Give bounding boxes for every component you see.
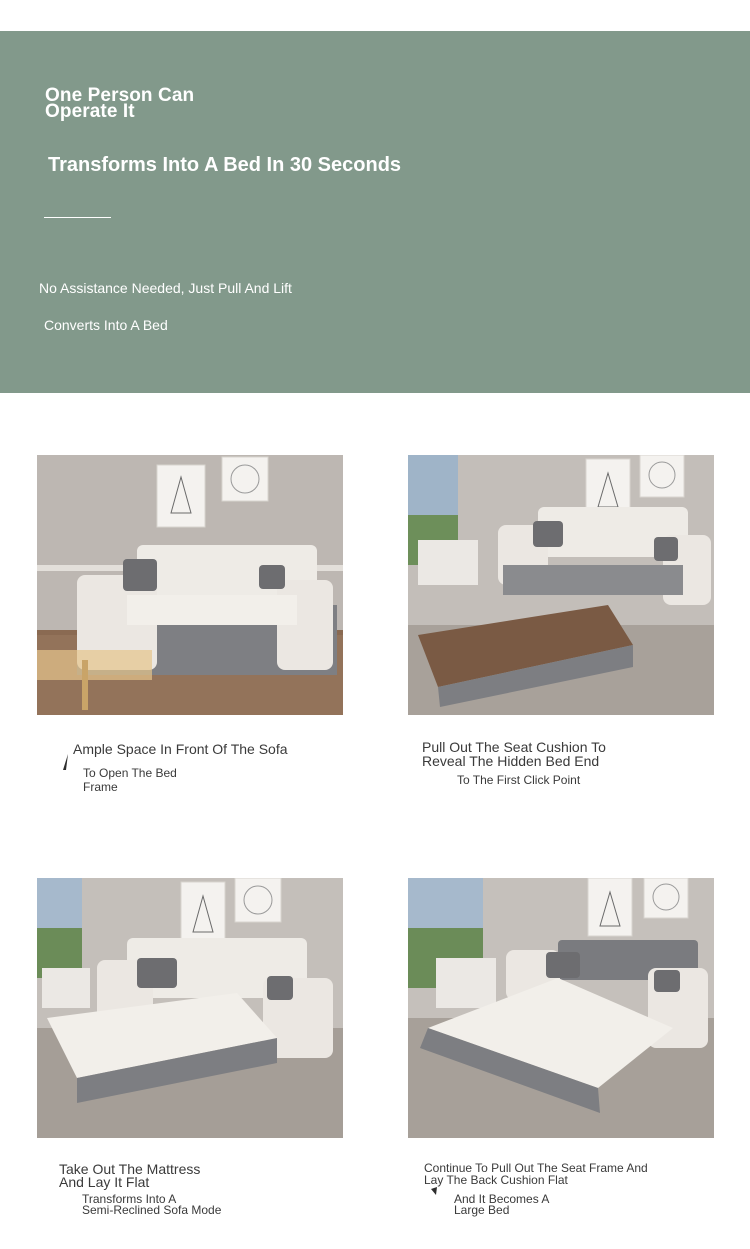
banner-note-1: No Assistance Needed, Just Pull And Lift bbox=[39, 280, 292, 296]
banner-title-line-1: One Person Can bbox=[45, 85, 195, 106]
banner-title-line-2: Operate It bbox=[45, 101, 135, 122]
step-1-detail-line-1: To Open The Bed bbox=[83, 766, 177, 780]
step-2-detail: To The First Click Point bbox=[457, 773, 581, 787]
pointer-mark-icon bbox=[63, 754, 69, 775]
step-2-title-line-2: Reveal The Hidden Bed End bbox=[422, 753, 600, 769]
sofa-photo-full-bed bbox=[408, 878, 714, 1138]
step-4-detail-line-2: Large Bed bbox=[454, 1203, 510, 1217]
step-1-detail-line-2: Frame bbox=[83, 780, 118, 794]
step-3-detail-line-2: Semi-Reclined Sofa Mode bbox=[82, 1203, 222, 1217]
sofa-photo-semi-reclined bbox=[37, 878, 343, 1138]
intro-banner bbox=[0, 31, 750, 393]
banner-divider bbox=[44, 217, 111, 218]
banner-note-2: Converts Into A Bed bbox=[44, 317, 168, 333]
step-3-title-line-1: Take Out The Mattress bbox=[59, 1161, 201, 1177]
sofa-photo-pulled bbox=[408, 455, 714, 715]
pointer-dot-icon bbox=[431, 1182, 439, 1200]
step-2-title-line-1: Pull Out The Seat Cushion To bbox=[422, 739, 606, 755]
sofa-photo-closed bbox=[37, 455, 343, 715]
banner-subtitle: Transforms Into A Bed In 30 Seconds bbox=[48, 154, 402, 176]
step-4-detail-line-1: And It Becomes A bbox=[454, 1192, 550, 1206]
step-4-title-line-2: Lay The Back Cushion Flat bbox=[424, 1173, 568, 1187]
step-1-title: Ample Space In Front Of The Sofa bbox=[73, 741, 288, 757]
step-3-detail-line-1: Transforms Into A bbox=[82, 1192, 177, 1206]
step-4-title-line-1: Continue To Pull Out The Seat Frame And bbox=[424, 1161, 648, 1175]
step-3-title-line-2: And Lay It Flat bbox=[59, 1174, 150, 1190]
